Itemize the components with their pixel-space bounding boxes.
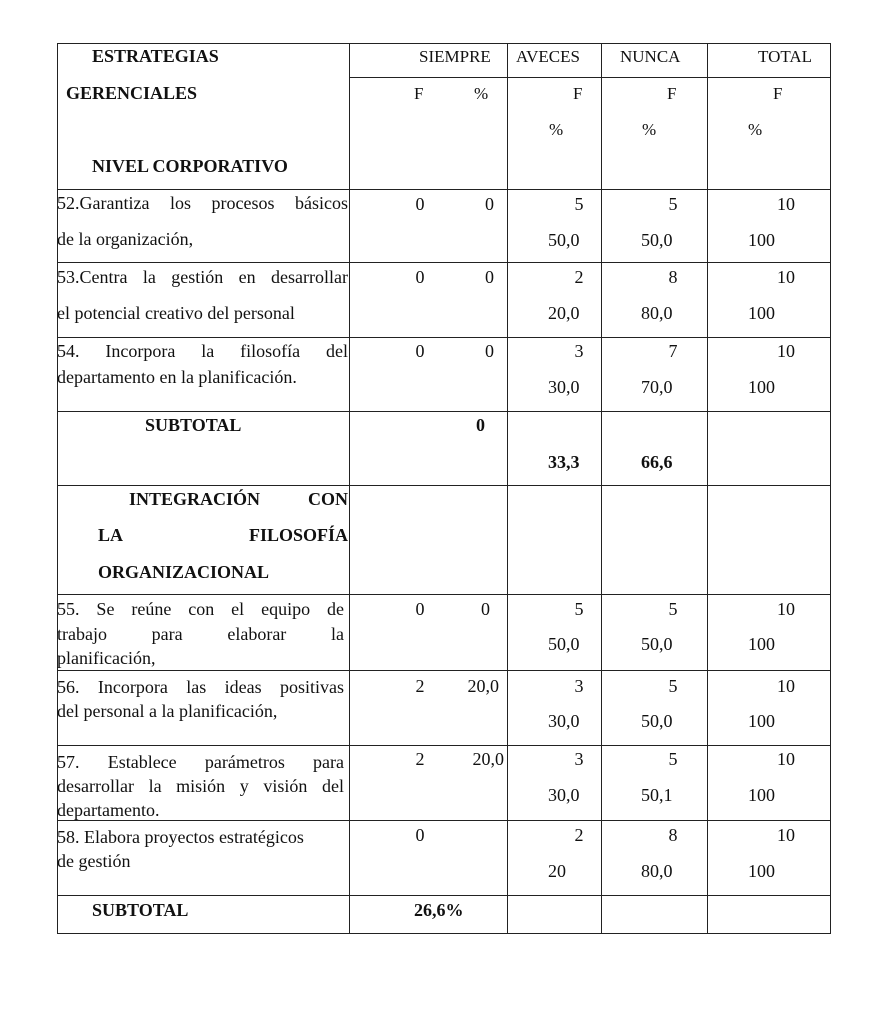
- item-54-siempre-f: 0: [415, 341, 425, 361]
- item-55-siempre-f: 0: [415, 599, 425, 619]
- item-55-nunca-pct: 50,0: [641, 634, 673, 654]
- item-52-siempre-pct: 0: [485, 194, 494, 214]
- header-estrategias: ESTRATEGIAS: [92, 46, 219, 66]
- item-54-nunca-pct: 70,0: [641, 377, 673, 397]
- item-58-total-f: 10: [777, 825, 795, 845]
- item-57-siempre-pct: 20,0: [472, 749, 504, 769]
- item-54-nunca-f: 7: [668, 341, 678, 361]
- item-53-siempre-pct: 0: [485, 267, 494, 287]
- item-55-line3: planificación,: [57, 648, 156, 668]
- item-53-aveces-pct: 20,0: [548, 303, 580, 323]
- subtotal-2-label: SUBTOTAL: [92, 900, 189, 920]
- item-53-line1: 53.Centra la gestión en desarrollar: [57, 267, 348, 287]
- item-53-siempre-f: 0: [415, 267, 425, 287]
- header-gerenciales: GERENCIALES: [66, 83, 198, 103]
- item-57-line3: departamento.: [57, 800, 160, 820]
- item-57-total-pct: 100: [748, 785, 775, 805]
- subtotal-1-label: SUBTOTAL: [145, 415, 242, 435]
- subtotal-2-siempre: 26,6%: [414, 900, 464, 920]
- item-55-total-f: 10: [777, 599, 795, 619]
- item-53-total-f: 10: [777, 267, 795, 287]
- item-52-line2: de la organización,: [57, 229, 194, 249]
- item-56-nunca-pct: 50,0: [641, 711, 673, 731]
- item-57-line1: 57. Establece parámetros para: [57, 752, 344, 772]
- item-57-aveces-pct: 30,0: [548, 785, 580, 805]
- item-52-line1: 52.Garantiza los procesos básicos: [57, 193, 348, 213]
- header-total-f: F: [773, 84, 783, 103]
- item-54-line1: 54. Incorpora la filosofía del: [57, 341, 348, 361]
- header-total-pct: %: [748, 120, 763, 139]
- item-56-siempre-pct: 20,0: [467, 676, 499, 696]
- item-58-nunca-pct: 80,0: [641, 861, 673, 881]
- item-55-aveces-f: 5: [574, 599, 584, 619]
- item-56-nunca-f: 5: [668, 676, 678, 696]
- item-58-aveces-pct: 20: [548, 861, 566, 881]
- item-55-line1: 55. Se reúne con el equipo de: [57, 599, 344, 619]
- section-2-line1: INTEGRACIÓN CON: [129, 489, 348, 509]
- item-55-aveces-pct: 50,0: [548, 634, 580, 654]
- item-52-aveces-pct: 50,0: [548, 230, 580, 250]
- item-54-siempre-pct: 0: [485, 341, 494, 361]
- item-53-nunca-pct: 80,0: [641, 303, 673, 323]
- header-aveces: AVECES: [516, 47, 580, 66]
- header-siempre: SIEMPRE: [419, 47, 491, 66]
- item-54-line2: departamento en la planificación.: [57, 367, 297, 387]
- item-57-line2: desarrollar la misión y visión del: [57, 776, 344, 796]
- header-aveces-pct: %: [549, 120, 564, 139]
- item-57-total-f: 10: [777, 749, 795, 769]
- subtotal-1-siempre: 0: [476, 415, 485, 435]
- item-56-aveces-f: 3: [574, 676, 584, 696]
- item-52-total-f: 10: [777, 194, 795, 214]
- item-55-line2: trabajo para elaborar la: [57, 624, 344, 644]
- item-53-aveces-f: 2: [574, 267, 584, 287]
- item-56-line2: del personal a la planificación,: [57, 701, 278, 721]
- item-56-aveces-pct: 30,0: [548, 711, 580, 731]
- item-58-siempre-f: 0: [415, 825, 425, 845]
- item-53-line2: el potencial creativo del personal: [57, 303, 295, 323]
- item-52-total-pct: 100: [748, 230, 775, 250]
- item-52-siempre-f: 0: [415, 194, 425, 214]
- header-nunca-pct: %: [642, 120, 657, 139]
- item-58-total-pct: 100: [748, 861, 775, 881]
- item-56-total-f: 10: [777, 676, 795, 696]
- section-2-line2: LA FILOSOFÍA: [98, 525, 348, 545]
- header-siempre-f: F: [414, 84, 424, 103]
- item-52-nunca-pct: 50,0: [641, 230, 673, 250]
- item-54-total-f: 10: [777, 341, 795, 361]
- item-54-aveces-f: 3: [574, 341, 584, 361]
- header-aveces-f: F: [573, 84, 583, 103]
- item-55-nunca-f: 5: [668, 599, 678, 619]
- item-57-aveces-f: 3: [574, 749, 584, 769]
- section-2-line3: ORGANIZACIONAL: [98, 562, 270, 582]
- item-57-nunca-pct: 50,1: [641, 785, 673, 805]
- item-56-line1: 56. Incorpora las ideas positivas: [57, 677, 344, 697]
- item-58-line2: de gestión: [57, 851, 131, 871]
- item-57-siempre-f: 2: [415, 749, 425, 769]
- header-total: TOTAL: [758, 47, 813, 66]
- item-55-total-pct: 100: [748, 634, 775, 654]
- subtotal-1-aveces: 33,3: [548, 452, 580, 472]
- item-57-nunca-f: 5: [668, 749, 678, 769]
- item-55-siempre-pct: 0: [481, 599, 490, 619]
- item-52-aveces-f: 5: [574, 194, 584, 214]
- item-58-nunca-f: 8: [668, 825, 678, 845]
- item-53-nunca-f: 8: [668, 267, 678, 287]
- item-54-aveces-pct: 30,0: [548, 377, 580, 397]
- item-56-siempre-f: 2: [415, 676, 425, 696]
- item-58-line1: 58. Elabora proyectos estratégicos: [57, 827, 304, 847]
- header-nunca-f: F: [667, 84, 677, 103]
- header-nivel-corporativo: NIVEL CORPORATIVO: [92, 156, 288, 176]
- item-52-nunca-f: 5: [668, 194, 678, 214]
- item-54-total-pct: 100: [748, 377, 775, 397]
- header-nunca: NUNCA: [620, 47, 681, 66]
- item-58-aveces-f: 2: [574, 825, 584, 845]
- item-56-total-pct: 100: [748, 711, 775, 731]
- item-53-total-pct: 100: [748, 303, 775, 323]
- header-siempre-pct: %: [474, 84, 489, 103]
- subtotal-1-nunca: 66,6: [641, 452, 673, 472]
